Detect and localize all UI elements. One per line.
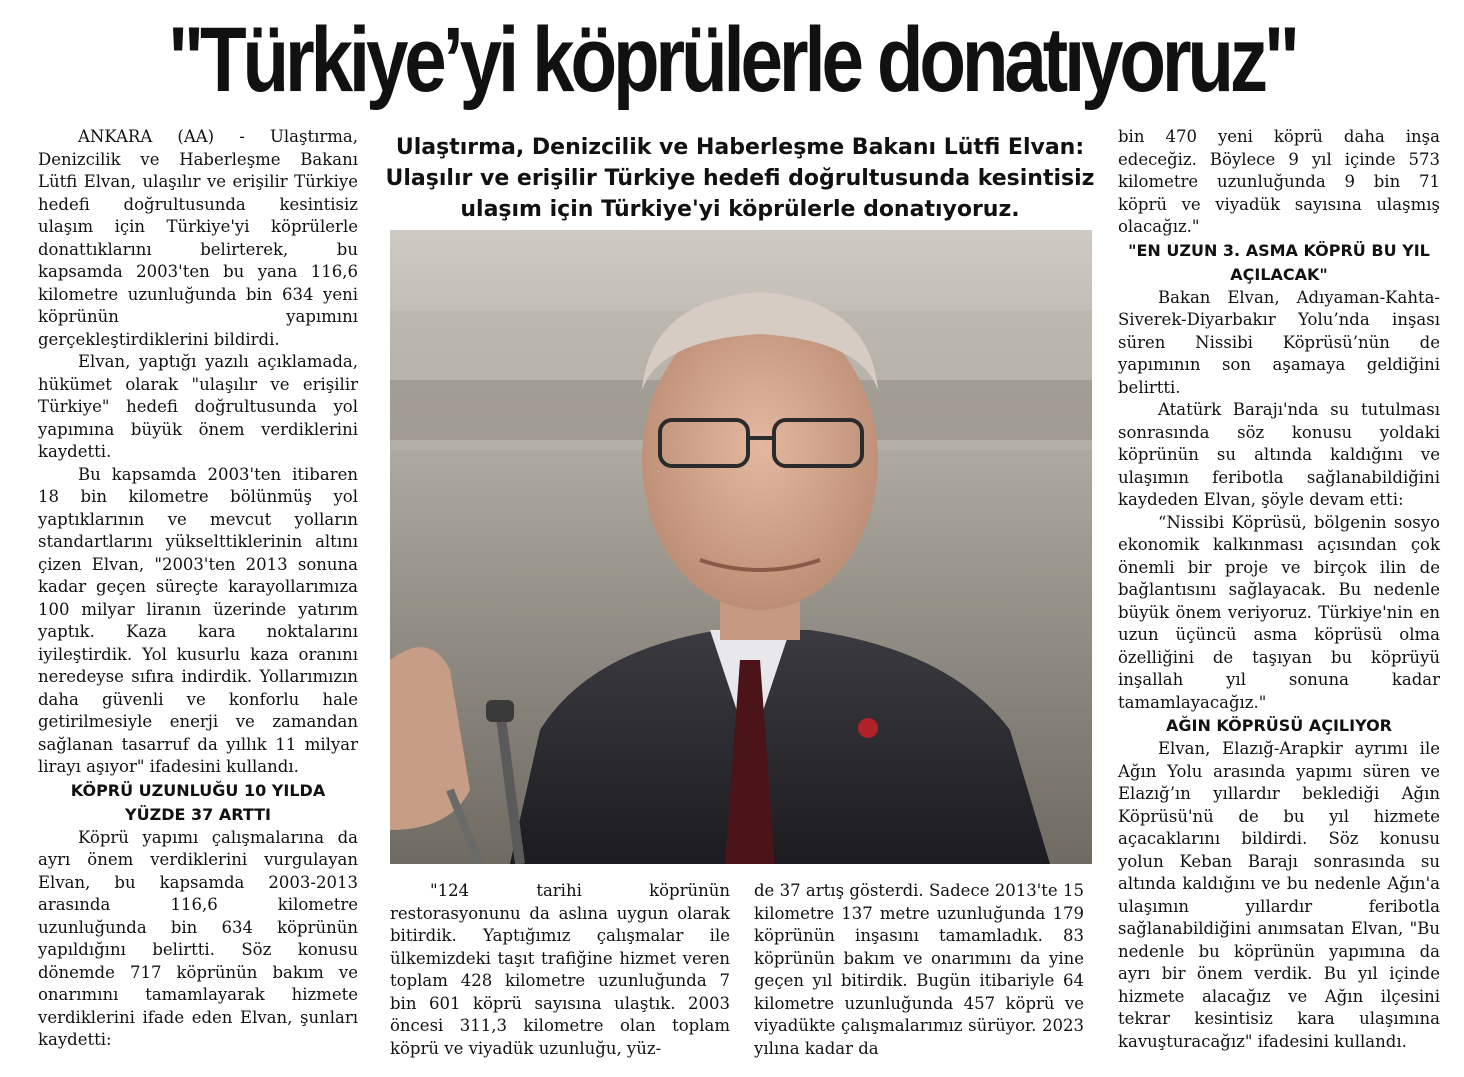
headline: "Türkiye’yi köprülerle donatıyoruz"	[167, 9, 1296, 111]
paragraph: ANKARA (AA) - Ulaştırma, Denizcilik ve Haberleşme Bakanı Lütfi Elvan, ulaşılır ve erişilir Türkiye hedefi doğrultusunda kesintisiz ulaşım için Türkiye'yi köprülerle donattıklarını belirterek, bu kapsamda 2003'ten bu yana 116,6 kilometre uzunluğunda bin 634 yeni köprünün yapımını gerçekleştirdiklerini bildirdi.	[38, 127, 358, 349]
paragraph: Elvan, Elazığ-Arapkir ayrımı ile Ağın Yolu arasında yapımı süren ve Elazığ’ın yıllardır beklediği Ağın Köprüsü'nü de bu yıl hizmete açacaklarını bildirdi. Söz konusu yolun Keban Barajı sonrasında su altında kaldığını ve bu nedenle Ağın'a ulaşımın yıllardır feribotla sağlanabildiğini anımsatan Elvan, "Bu nedenle bu köprünün yapımına da ayrı bir önem verdik. Bu yıl içinde hizmete alacağız ve Ağın ilçesini tekrar kesintisiz kara ulaşımına kavuşturacağız" ifadesini kullandı.	[1118, 739, 1440, 1051]
paragraph: Elvan, yaptığı yazılı açıklamada, hükümet olarak "ulaşılır ve erişilir Türkiye" hedefi doğrultusunda yol yapımına büyük önem verdiklerini kaydetti.	[38, 352, 358, 461]
minister-photo	[390, 230, 1092, 864]
paragraph: “Nissibi Köprüsü, bölgenin sosyo ekonomik kalkınması açısından çok önemli bir proje ve birçok ilin de bağlantısını sağlayacak. Bu nedenle büyük önem veriyoruz. Türkiye'nin en uzun üçüncü asma köprüsü olma özelliğini de taşıyan bu köprüyü inşallah yıl sonuna kadar tamamlayacağız."	[1118, 512, 1440, 712]
section-subheading: KÖPRÜ UZUNLUĞU 10 YILDA YÜZDE 37 ARTTI	[70, 780, 326, 824]
paragraph: bin 470 yeni köprü daha inşa edeceğiz. Böylece 9 yıl içinde 573 kilometre uzunluğunda 9 bin 71 köprü ve viyadük sayısına ulaşmış olacağız."	[1118, 127, 1440, 236]
paragraph: Atatürk Barajı'nda su tutulması sonrasında söz konusu yoldaki köprünün su altında kaldığını ve ulaşımın feribotla sağlanabildiğini kaydeden Elvan, şöyle devam etti:	[1118, 400, 1440, 509]
article-column-3	[1118, 126, 1440, 1053]
article-column-2a	[390, 880, 730, 1060]
paragraph: de 37 artış gösterdi. Sadece 2013'te 15 kilometre 137 metre uzunluğunda 179 köprünün inşasını tamamladık. 83 köprünün bakım ve onarımını da yine geçen yıl bitirdik. Bugün itibariyle 64 kilometre uzunluğunda 457 köprü ve viyadükte çalışmalarımız sürüyor. 2023 yılına kadar da	[754, 881, 1084, 1058]
article-column-2b	[754, 880, 1084, 1060]
paragraph: Köprü yapımı çalışmalarına da ayrı önem verdiklerini vurgulayan Elvan, bu kapsamda 2003-2013 arasında 116,6 kilometre uzunluğunda bin 634 köprünün yapıldığını belirtti. Söz konusu dönemde 717 köprünün bakım ve onarımını tamamlayarak hizmete verdiklerini ifade eden Elvan, şunları kaydetti:	[38, 827, 358, 1049]
article-column-1	[38, 126, 358, 1052]
section-subheading: AĞIN KÖPRÜSÜ AÇILIYOR	[1166, 716, 1392, 735]
paragraph: Bakan Elvan, Adıyaman-Kahta-Siverek-Diyarbakır Yolu’nda inşası süren Nissibi Köprüsü’nün de yapımının son aşamaya geldiğini belirtti.	[1118, 287, 1440, 397]
paragraph: "124 tarihi köprünün restorasyonunu da aslına uygun olarak bitirdik. Yaptığımız çalışmalar ile ülkemizdeki taşıt trafiğine hizmet veren toplam 428 kilometre uzunluğunda 7 bin 601 köprü sayısına ulaştık. 2003 öncesi 311,3 kilometre olan toplam köprü ve viyadük uzunluğu, yüz-	[390, 881, 730, 1058]
section-subheading: "EN UZUN 3. ASMA KÖPRÜ BU YIL AÇILACAK"	[1128, 240, 1430, 284]
deck-subheadline: Ulaştırma, Denizcilik ve Haberleşme Bakanı Lütfi Elvan: Ulaşılır ve erişilir Türkiye hedefi doğrultusunda kesintisiz ulaşım için Türkiye'yi köprülerle donatıyoruz.	[385, 135, 1095, 222]
paragraph: Bu kapsamda 2003'ten itibaren 18 bin kilometre bölünmüş yol yaptıklarının ve mevcut yolların standartlarını yükselttiklerinin altını çizen Elvan, "2003'ten 2013 sonuna kadar geçen süreçte karayollarımıza 100 milyar liranın üzerinde yatırım yaptık. Kaza kara noktalarını iyileştirdik. Yol kusurlu kaza oranını neredeyse sıfıra indirdik. Yollarımızın daha güvenli ve konforlu hale getirilmesiyle enerji ve zamandan sağlanan tasarruf da yıllık 11 milyar lirayı aşıyor" ifadesini kullandı.	[38, 464, 358, 776]
